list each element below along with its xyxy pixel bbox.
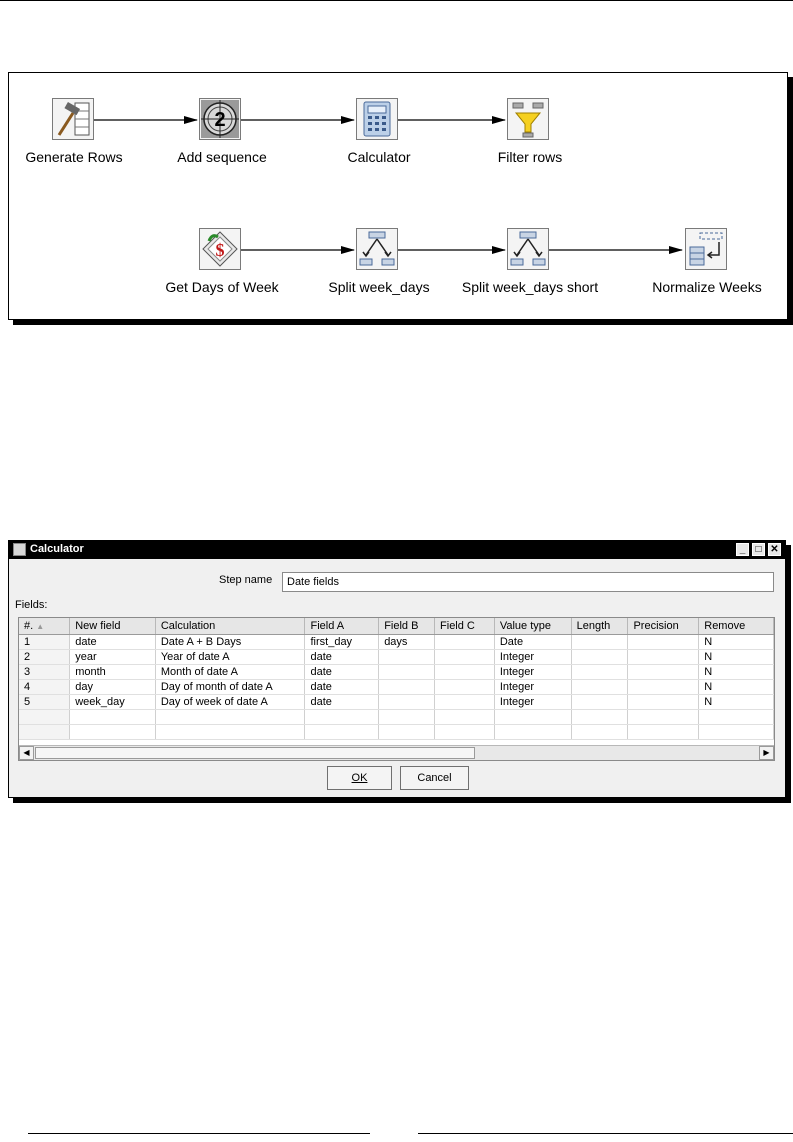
table-cell[interactable] [435,650,495,665]
table-cell[interactable] [571,710,628,725]
table-cell[interactable] [70,710,156,725]
minimize-button[interactable]: _ [736,543,749,556]
svg-text:$: $ [215,240,225,260]
cancel-button[interactable]: Cancel [400,766,469,790]
table-cell[interactable]: 2 [19,650,70,665]
close-button[interactable]: ✕ [768,543,781,556]
table-cell[interactable]: Day of month of date A [155,680,305,695]
ok-button[interactable]: OK [327,766,392,790]
column-header-remove[interactable]: Remove [699,618,774,635]
step-label: Split week_days short [461,279,599,295]
column-header-calculation[interactable]: Calculation [155,618,305,635]
table-cell[interactable] [628,725,699,740]
fields-label: Fields: [15,599,48,611]
step-name-label: Step name [219,574,273,586]
table-cell[interactable] [435,635,495,650]
scroll-left-icon[interactable]: ◀ [19,746,34,760]
table-cell[interactable]: date [305,695,379,710]
table-cell[interactable]: N [699,680,774,695]
table-cell[interactable]: date [70,635,156,650]
table-cell[interactable] [435,680,495,695]
table-cell[interactable] [628,710,699,725]
calculator-icon[interactable] [356,98,398,140]
table-cell[interactable] [155,710,305,725]
table-cell[interactable] [379,725,435,740]
column-header-new-field[interactable]: New field [70,618,156,635]
maximize-button[interactable]: □ [752,543,765,556]
table-cell[interactable] [305,710,379,725]
table-cell[interactable] [628,665,699,680]
table-row[interactable] [19,650,774,665]
table-cell[interactable] [699,725,774,740]
table-cell[interactable]: N [699,665,774,680]
horizontal-scrollbar[interactable] [19,745,774,760]
table-row[interactable] [19,635,774,650]
table-cell[interactable]: N [699,650,774,665]
table-cell[interactable]: day [70,680,156,695]
table-cell[interactable]: Year of date A [155,650,305,665]
table-cell[interactable] [494,710,571,725]
page-top-rule [0,0,793,1]
table-cell[interactable]: N [699,695,774,710]
calculator-icon [13,543,26,556]
dialog-titlebar[interactable] [9,541,785,559]
table-cell[interactable] [379,695,435,710]
table-cell[interactable] [571,650,628,665]
table-cell[interactable] [435,665,495,680]
footer-rule-right [418,1133,793,1134]
calculator-dialog[interactable] [8,540,786,798]
table-cell[interactable]: Integer [494,680,571,695]
table-cell[interactable]: Integer [494,695,571,710]
step-label: Add sequence [177,149,267,165]
split-fields-icon[interactable] [356,228,398,270]
column-header-field-b[interactable]: Field B [379,618,435,635]
table-cell[interactable]: date [305,665,379,680]
table-cell[interactable] [699,710,774,725]
table-row[interactable] [19,665,774,680]
step-label: Split week_days [328,279,430,295]
step-label: Normalize Weeks [652,279,762,295]
column-header-length[interactable]: Length [571,618,628,635]
table-cell[interactable]: 3 [19,665,70,680]
table-cell[interactable] [628,680,699,695]
table-cell[interactable]: 5 [19,695,70,710]
step-label: Get Days of Week [165,279,279,295]
column-header-precision[interactable]: Precision [628,618,699,635]
split-fields-icon[interactable] [507,228,549,270]
filter-rows-icon[interactable] [507,98,549,140]
footer-rule-left [28,1133,370,1134]
step-label: Calculator [347,149,411,165]
table-cell[interactable] [19,725,70,740]
table-cell[interactable]: first_day [305,635,379,650]
table-cell[interactable] [571,680,628,695]
table-cell[interactable]: days [379,635,435,650]
table-row[interactable] [19,710,774,725]
table-cell[interactable] [379,665,435,680]
sequence-number: 2 [214,109,226,131]
table-cell[interactable] [435,725,495,740]
table-row[interactable] [19,725,774,740]
step-label: Filter rows [497,149,563,165]
table-cell[interactable] [70,725,156,740]
table-row[interactable] [19,680,774,695]
table-cell[interactable] [571,695,628,710]
table-cell[interactable] [155,725,305,740]
table-cell[interactable] [628,650,699,665]
step-name-input[interactable] [282,572,774,592]
column-header-number[interactable]: #. ▲ [19,618,70,635]
table-cell[interactable]: Integer [494,650,571,665]
column-header-value-type[interactable]: Value type [494,618,571,635]
table-cell[interactable]: date [305,650,379,665]
table-cell[interactable]: Date [494,635,571,650]
add-sequence-icon[interactable] [199,98,241,140]
table-cell[interactable]: date [305,680,379,695]
column-header-field-a[interactable]: Field A [305,618,379,635]
table-cell[interactable]: month [70,665,156,680]
normalize-icon[interactable] [685,228,727,270]
table-cell[interactable] [379,650,435,665]
column-header-field-c[interactable]: Field C [435,618,495,635]
table-cell[interactable] [19,710,70,725]
dialog-title: Calculator [30,543,84,555]
table-cell[interactable]: 4 [19,680,70,695]
get-days-of-week-icon[interactable] [199,228,241,270]
table-cell[interactable]: Day of week of date A [155,695,305,710]
scroll-right-icon[interactable]: ▶ [759,746,774,760]
table-cell[interactable] [379,710,435,725]
table-cell[interactable]: Integer [494,665,571,680]
table-cell[interactable]: week_day [70,695,156,710]
scrollbar-thumb[interactable] [35,747,475,759]
table-cell[interactable] [379,680,435,695]
table-cell[interactable] [628,695,699,710]
table-header [19,618,774,635]
transformation-canvas[interactable] [8,72,788,320]
table-cell[interactable] [494,725,571,740]
fields-table[interactable] [18,617,775,761]
generate-rows-icon[interactable] [52,98,94,140]
table-cell[interactable] [571,725,628,740]
table-cell[interactable] [305,725,379,740]
table-cell[interactable]: N [699,635,774,650]
table-cell[interactable]: year [70,650,156,665]
table-cell[interactable] [435,710,495,725]
table-cell[interactable]: 1 [19,635,70,650]
table-row[interactable] [19,695,774,710]
step-label: Generate Rows [25,149,123,165]
table-cell[interactable] [571,665,628,680]
table-cell[interactable] [435,695,495,710]
sort-ascending-icon: ▲ [36,622,45,631]
table-cell[interactable] [628,635,699,650]
table-cell[interactable] [571,635,628,650]
table-cell[interactable]: Date A + B Days [155,635,305,650]
table-cell[interactable]: Month of date A [155,665,305,680]
